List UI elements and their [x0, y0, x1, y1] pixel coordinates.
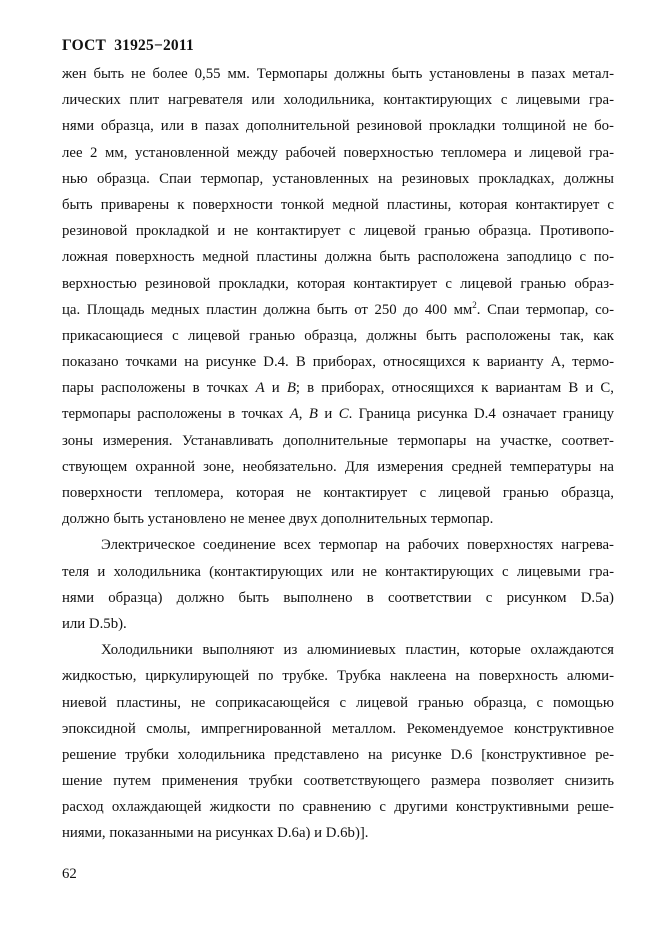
text-line-area	[62, 297, 614, 323]
text-line: зоны измерения. Устанавливать дополнительные термопары на участке, соответ-	[62, 432, 614, 449]
text-line-points-variant-bc	[62, 401, 614, 427]
point-label-a: А	[255, 380, 265, 397]
text-line: ложная поверхность медной пластины должна быть расположена заподлицо с по-	[62, 249, 614, 266]
text-fragment: и	[264, 380, 287, 397]
text-fragment: ,	[298, 406, 309, 423]
text-line: лических плит нагревателя или холодильника, контактирующих с лицевыми гра-	[62, 92, 614, 109]
text-fragment: ца. Площадь медных пластин должна быть от 250 до 400 мм	[62, 301, 473, 318]
document-body	[62, 61, 614, 847]
text-fragment: . Граница рисунка D.4 означает границу	[348, 406, 614, 423]
text-line: лее 2 мм, установленной между рабочей поверхностью тепломера и лицевой гра-	[62, 144, 614, 161]
text-fragment: термопары расположены в точках	[62, 406, 284, 423]
text-fragment: и	[317, 406, 339, 423]
text-line: ниевой пластины, не соприкасающейся с лицевой гранью образца, с помощью	[62, 694, 614, 711]
text-line: резиновой прокладкой и не контактирует с лицевой гранью образца. Противопо-	[62, 223, 614, 240]
text-line: показано точками на рисунке D.4. В приборах, относящихся к варианту А, термо-	[62, 354, 614, 371]
text-line: нями образца) должно быть выполнено в соответствии с рисунком D.5а)	[62, 589, 614, 606]
text-fragment: пары расположены в точках	[62, 380, 249, 397]
text-fragment: ; в приборах, относящихся к вариантам В и С,	[295, 380, 614, 397]
page-header: ГОСТ 31925−2011	[62, 37, 194, 54]
text-line: или D.5b).	[62, 615, 127, 632]
text-line: верхностью резиновой прокладки, которая контактирует с лицевой гранью образ-	[62, 275, 614, 292]
text-line: нью образца. Спаи термопар, установленных на резиновых прокладках, должны	[62, 170, 614, 187]
page-number: 62	[62, 866, 77, 882]
text-line: ниями, показанными на рисунках D.6а) и D.6b)].	[62, 825, 369, 842]
text-line: эпоксидной смолы, импрегнированной металлом. Рекомендуемое конструктивное	[62, 720, 614, 737]
text-fragment: . Спаи термопар, со-	[476, 301, 614, 318]
text-line: должно быть установлено не менее двух дополнительных термопар.	[62, 511, 494, 528]
text-line: Холодильники выполняют из алюминиевых пластин, которые охлаждаются	[101, 642, 614, 659]
text-line: жидкостью, циркулирующей по трубке. Трубка наклеена на поверхность алюми-	[62, 668, 614, 685]
text-line: шение путем применения трубки соответствующего размера позволяет снизить	[62, 773, 614, 790]
point-label-b: В	[286, 380, 296, 397]
superscript-exponent: 2	[472, 299, 477, 310]
text-line: решение трубки холодильника представлено на рисунке D.6 [конструктивное ре-	[62, 746, 614, 763]
point-label-a: А	[289, 406, 299, 423]
text-line: расход охлаждающей жидкости по сравнению с другими конструктивными реше-	[62, 799, 614, 816]
text-line: быть приварены к поверхности тонкой медной пластины, которая контактирует с	[62, 196, 614, 213]
text-line: Электрическое соединение всех термопар на рабочих поверхностях нагрева-	[101, 537, 614, 554]
text-line: поверхности тепломера, которая не контактирует с лицевой гранью образца,	[62, 485, 614, 501]
point-label-c: С	[338, 406, 349, 423]
text-line: жен быть не более 0,55 мм. Термопары должны быть установлены в пазах метал-	[62, 66, 614, 82]
text-line: ствующем охранной зоне, необязательно. Для измерения средней температуры на	[62, 458, 614, 475]
text-line: нями образца, или в пазах дополнительной резиновой прокладки толщиной не бо-	[62, 118, 614, 135]
text-line: теля и холодильника (контактирующих или не контактирующих с лицевыми гра-	[62, 563, 614, 580]
text-line: прикасающиеся с лицевой гранью образца, должны быть расположены так, как	[62, 327, 614, 344]
text-line-points-variant-a	[62, 375, 614, 401]
point-label-b: В	[308, 406, 318, 423]
